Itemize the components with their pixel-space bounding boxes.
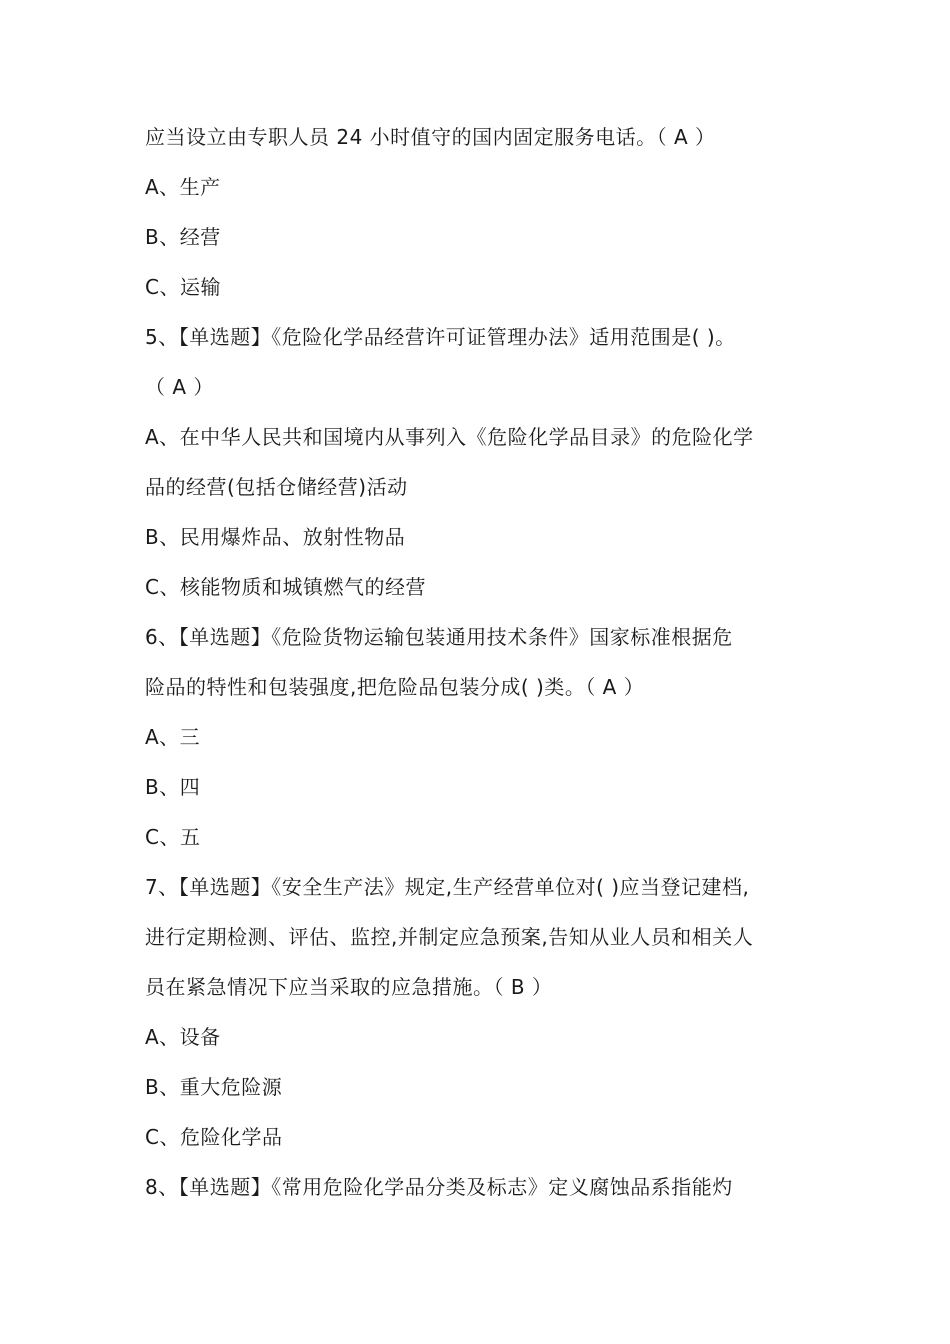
option-line: C、危险化学品 [145, 1125, 283, 1149]
question-line: 8、【单选题】《常用危险化学品分类及标志》定义腐蚀品系指能灼 [145, 1175, 733, 1199]
document-body [145, 112, 815, 1212]
question-line: 员在紧急情况下应当采取的应急措施。（ B ） [145, 975, 553, 999]
option-line: B、经营 [145, 225, 221, 249]
option-line: B、重大危险源 [145, 1075, 283, 1099]
option-line: B、四 [145, 775, 201, 799]
answer-line: （ A ） [145, 375, 214, 399]
question-line: 险品的特性和包装强度,把危险品包装分成( )类。（ A ） [145, 675, 645, 699]
option-line: A、在中华人民共和国境内从事列入《危险化学品目录》的危险化学 [145, 425, 754, 449]
option-line: B、民用爆炸品、放射性物品 [145, 525, 406, 549]
question-line: 进行定期检测、评估、监控,并制定应急预案,告知从业人员和相关人 [145, 925, 754, 949]
option-line: C、核能物质和城镇燃气的经营 [145, 575, 426, 599]
option-line: A、设备 [145, 1025, 221, 1049]
option-line: 品的经营(包括仓储经营)活动 [145, 475, 408, 499]
option-line: C、五 [145, 825, 201, 849]
option-line: A、生产 [145, 175, 221, 199]
text-line: 应当设立由专职人员 24 小时值守的国内固定服务电话。（ A ） [145, 125, 716, 149]
option-line: C、运输 [145, 275, 221, 299]
question-line: 5、【单选题】《危险化学品经营许可证管理办法》适用范围是( )。 [145, 325, 736, 349]
question-line: 7、【单选题】《安全生产法》规定,生产经营单位对( )应当登记建档, [145, 875, 750, 899]
option-line: A、三 [145, 725, 201, 749]
question-line: 6、【单选题】《危险货物运输包装通用技术条件》国家标准根据危 [145, 625, 733, 649]
